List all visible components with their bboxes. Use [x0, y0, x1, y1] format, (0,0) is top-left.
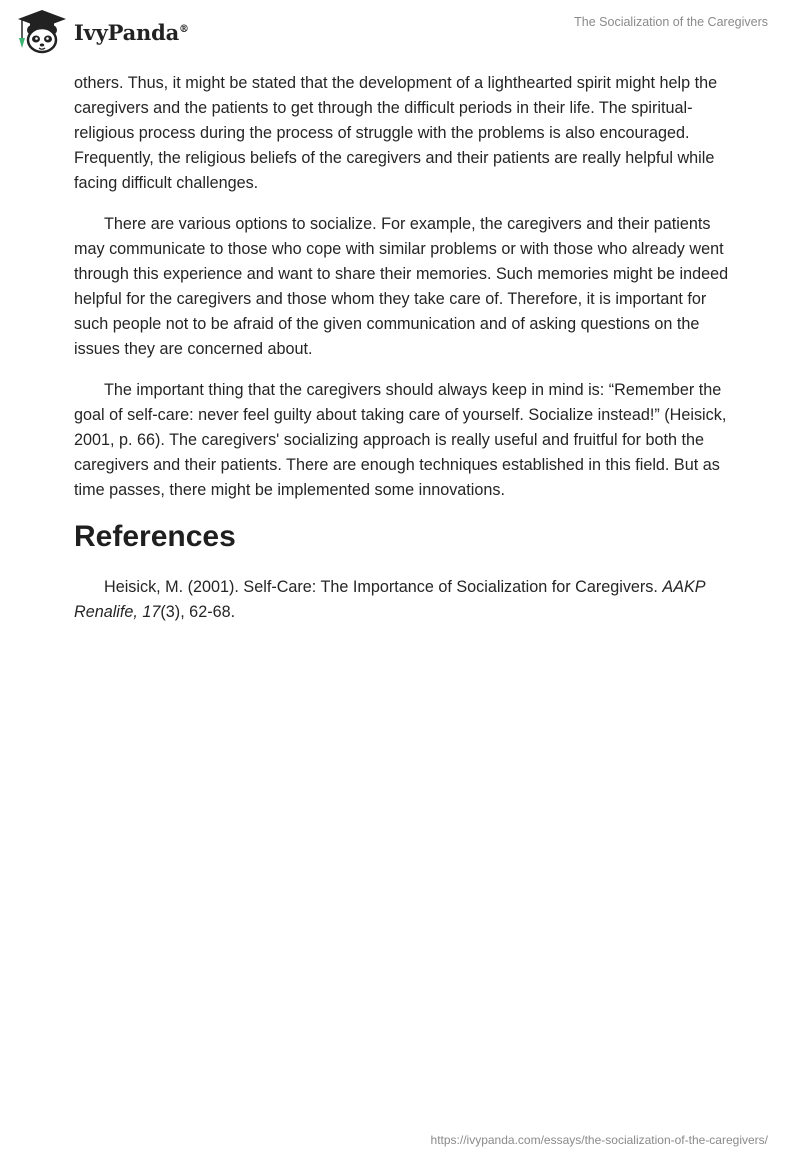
reference-text: Heisick, M. (2001). Self-Care: The Importance of Socialization for Caregivers.: [104, 578, 663, 596]
footer-url-link[interactable]: https://ivypanda.com/essays/the-socialization-of-the-caregivers/: [430, 1133, 768, 1147]
brand-logo[interactable]: [14, 8, 189, 56]
body-paragraph-1: others. Thus, it might be stated that the development of a lighthearted spirit might help the caregivers and the patients to get through the difficult periods in their life. The spiritual-religious process during the process of struggle with the problems is also encouraged. Frequently, the religious beliefs of the caregivers and their patients are really helpful while facing difficult challenges.: [74, 74, 718, 192]
registered-mark: ®: [179, 23, 189, 35]
essay-content: [74, 71, 734, 625]
body-paragraph-2: There are various options to socialize. For example, the caregivers and their patients may communicate to those who cope with similar problems or with those who already went through this experience and want to share their memories. Such memories might be indeed helpful for the caregivers and those whom they take care of. Therefore, it is important for such people not to be afraid of the given communication and of asking questions on the issues they are concerned about.: [74, 215, 729, 358]
reference-issue-pages: (3), 62-68.: [160, 603, 236, 621]
body-paragraph-3: The important thing that the caregivers should always keep in mind is: “Remember the goal of self-care: never feel guilty about taking care of yourself. Socialize instead!” (Heisick, 2001, p. 66). The caregivers' socializing approach is really useful and fruitful for both the caregivers and their patients. There are enough techniques established in this field. But as time passes, there might be implemented some innovations.: [74, 381, 727, 499]
brand-name: IvyPanda®: [74, 19, 189, 45]
reference-entry: [74, 575, 734, 625]
panda-graduation-cap-icon: [14, 8, 70, 56]
reference-journal: AAKP Renalife, 17: [74, 578, 705, 621]
references-heading: References: [74, 520, 236, 553]
page-header: [0, 0, 800, 62]
running-title: The Socialization of the Caregivers: [574, 15, 768, 29]
